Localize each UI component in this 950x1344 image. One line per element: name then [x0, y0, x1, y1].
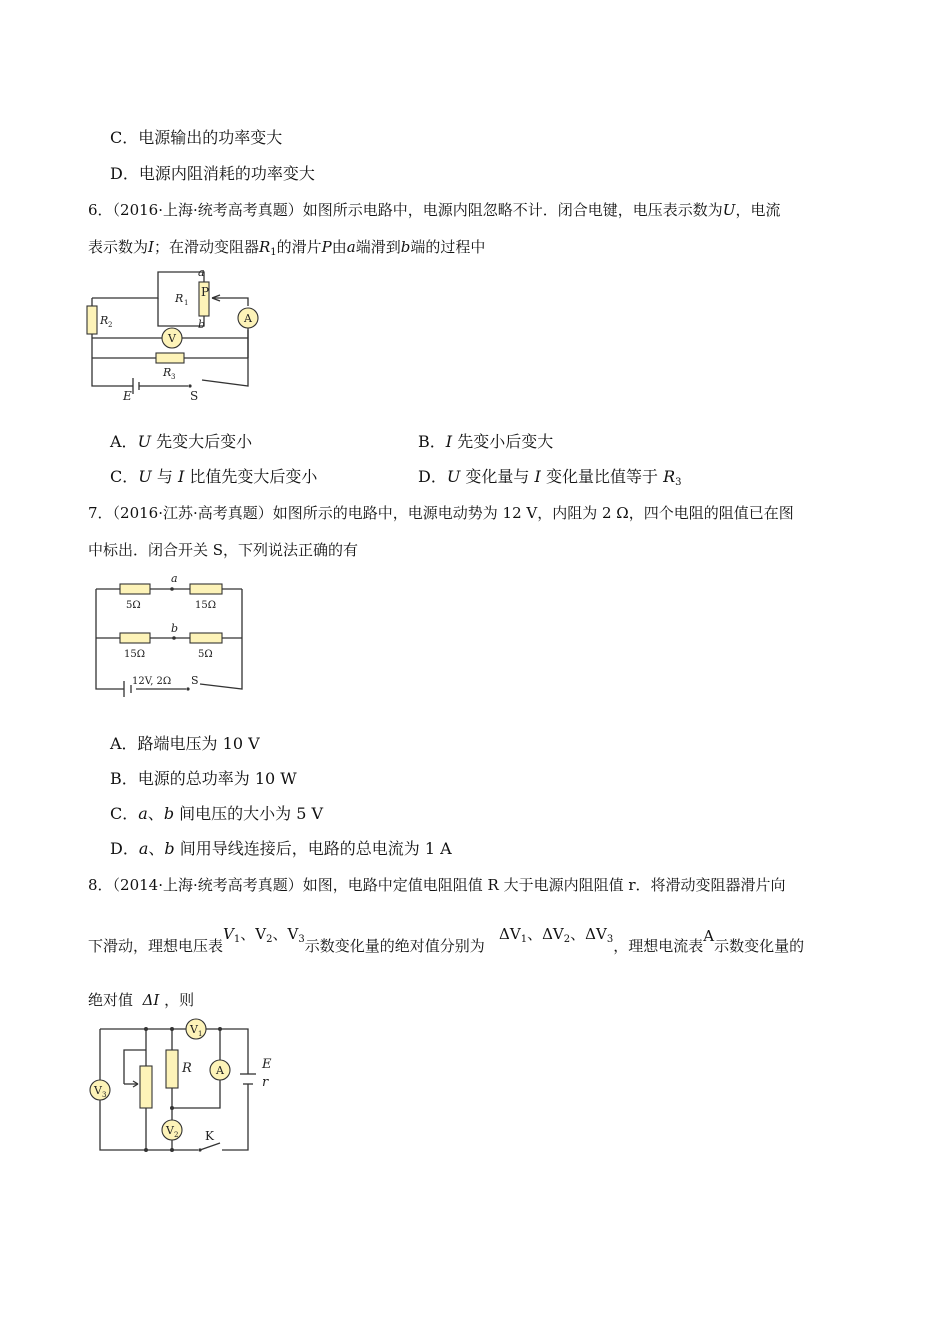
q8-a-letter: A — [703, 927, 715, 945]
q8-label-v1-sub: 1 — [198, 1030, 203, 1038]
q6-var-b: b — [400, 238, 411, 256]
q7-stem-line2: 中标出．闭合开关 S，下列说法正确的有 — [88, 541, 359, 559]
q8-dv3-sub: 3 — [606, 934, 614, 945]
q7-label-b: b — [171, 622, 179, 635]
q6-var-i: I — [148, 238, 154, 256]
q6-option-a-var: U — [137, 432, 152, 451]
q8-v1: V — [223, 925, 234, 943]
q6-stem-text: ；在滑动变阻器 — [153, 238, 259, 256]
q7-label-battery: 12V, 2Ω — [132, 676, 172, 687]
q5-option-c: C．电源输出的功率变大 — [110, 128, 283, 147]
q6-option-c-prefix: C． — [110, 467, 139, 486]
q8-dv2: ΔV — [542, 925, 564, 943]
q6-option-c-text: 与 — [156, 467, 173, 486]
q8-dv1-sub: 1 — [520, 934, 528, 945]
q8-label-v3-sub: 3 — [102, 1091, 107, 1099]
q6-var-r1: R — [258, 238, 271, 256]
q8-sep: 、 — [527, 925, 543, 943]
q6-stem-text: 如图所示电路中，电源内阻忽略不计．闭合电键，电压表示数为 — [302, 201, 723, 219]
q6-option-b-text: 先变小后变大 — [457, 432, 554, 451]
q6-label-a-meter: A — [244, 312, 252, 325]
q6-label-r1: R — [175, 292, 184, 305]
q7-option-d-sep: 、 — [148, 839, 165, 858]
q7-option-a: A．路端电压为 10 V — [110, 734, 260, 753]
q6-option-d-var: U — [446, 467, 461, 486]
q8-stem-text: ，则 — [164, 991, 195, 1009]
q6-label-v: V — [168, 332, 176, 345]
q6-source: （2016·上海·统考高考真题） — [112, 201, 303, 219]
q7-label-5-top: 5Ω — [126, 600, 141, 611]
q8-stem-text: 示数变化量的 — [714, 937, 805, 955]
q7-option-b: B．电源的总功率为 10 W — [110, 769, 297, 788]
q6-number: 6． — [88, 201, 113, 219]
q6-var-u: U — [722, 201, 736, 219]
q8-dv2-sub: 2 — [563, 934, 571, 945]
q8-v3: V — [287, 925, 299, 943]
q8-stem-text: 下滑动，理想电压表 — [88, 937, 224, 955]
q7-option-c-prefix: C． — [110, 804, 139, 823]
q8-label-e: E — [262, 1057, 272, 1072]
q8-sep: 、 — [240, 925, 256, 943]
q7-option-c-var: a — [138, 804, 148, 823]
q6-stem-text: 的滑片 — [276, 238, 322, 256]
q6-label-p: P — [201, 285, 210, 299]
q8-label-v2-sub: 2 — [174, 1131, 179, 1139]
q6-label-r2: R — [100, 314, 109, 327]
q8-label-v2: V — [166, 1124, 174, 1137]
q7-option-d-prefix: D． — [110, 839, 139, 858]
q8-label-r: R — [182, 1061, 192, 1076]
q8-label-v1: V — [190, 1023, 198, 1036]
q6-option-b-prefix: B． — [418, 432, 446, 451]
q7-label-5-bottom: 5Ω — [198, 649, 213, 660]
q6-option-c-var: U — [138, 467, 152, 486]
q8-label-r-internal: r — [262, 1075, 269, 1090]
q6-var-r1-sub: 1 — [270, 247, 277, 258]
q8-delta-i: ΔI — [142, 991, 160, 1009]
q6-option-b-var: I — [445, 432, 453, 451]
q6-stem-text: 端滑到 — [355, 238, 401, 256]
q6-label-r3: R — [163, 366, 172, 379]
q8-v2-sub: 2 — [266, 934, 273, 945]
q6-var-p: P — [321, 238, 332, 256]
q6-label-r2-sub: 2 — [108, 321, 113, 329]
q6-option-d-sub: 3 — [675, 477, 682, 488]
q6-label-r1-sub: 1 — [184, 299, 189, 307]
q6-label-s: S — [190, 389, 199, 403]
q6-option-a-text: 先变大后变小 — [156, 432, 253, 451]
q6-option-d-prefix: D． — [418, 467, 447, 486]
q8-sep: 、 — [570, 925, 586, 943]
q6-stem-text: 由 — [331, 238, 347, 256]
q7-stem-text: 如图所示的电路中，电源电动势为 12 V，内阻为 2 Ω，四个电阻的阻值已在图 — [272, 504, 794, 522]
q7-option-d-text: 间用导线连接后，电路的总电流为 1 A — [179, 839, 452, 858]
q7-label-a: a — [171, 572, 178, 585]
q5-option-d: D．电源内阻消耗的功率变大 — [110, 164, 315, 183]
q8-rheostat — [140, 1066, 152, 1108]
q8-resistor-r — [166, 1050, 178, 1088]
q7-label-15-top: 15Ω — [195, 600, 217, 611]
q8-stem-text: 绝对值 — [88, 991, 134, 1009]
q6-option-a-prefix: A． — [110, 432, 138, 451]
q6-label-a: a — [198, 266, 205, 279]
q7-option-c-sep: 、 — [147, 804, 164, 823]
q6-label-b: b — [198, 318, 206, 331]
q6-label-e: E — [123, 389, 132, 403]
q7-option-c-text: 间电压的大小为 5 V — [179, 804, 324, 823]
q8-v2: V — [255, 925, 267, 943]
q7-option-c-var: b — [163, 804, 175, 823]
q6-option-d-var: R — [663, 467, 676, 486]
q6-option-c-text: 比值先变大后变小 — [189, 467, 318, 486]
q6-stem-text: 表示数为 — [88, 238, 149, 256]
q8-stem-text: ，理想电流表 — [613, 937, 704, 955]
q7-label-15-bottom: 15Ω — [124, 649, 146, 660]
q7-label-s: S — [191, 674, 199, 687]
q6-option-d-text: 变化量比值等于 — [545, 467, 658, 486]
q6-var-a: a — [346, 238, 356, 256]
q8-sep: 、 — [272, 925, 288, 943]
q7-option-d-var: b — [164, 839, 175, 858]
q8-v1-sub: 1 — [233, 934, 241, 945]
q6-option-d-text: 变化量与 — [465, 467, 530, 486]
q6-stem-text: 端的过程中 — [410, 238, 486, 256]
q8-dv1: ΔV — [499, 925, 521, 943]
q8-source: （2014·上海·统考高考真题） — [112, 876, 303, 894]
q8-label-a: A — [216, 1064, 224, 1077]
q8-stem-text: 示数变化量的绝对值分别为 — [304, 937, 485, 955]
q8-label-k: K — [205, 1129, 214, 1143]
q7-option-d-var: a — [138, 839, 149, 858]
q6-stem-text: ，电流 — [735, 201, 781, 219]
q8-number: 8． — [88, 876, 113, 894]
q6-label-r3-sub: 3 — [171, 373, 176, 381]
q8-dv3: ΔV — [585, 925, 607, 943]
q8-v3-sub: 3 — [298, 934, 305, 945]
q8-label-v3: V — [94, 1084, 102, 1097]
q6-option-c-var: I — [177, 467, 185, 486]
q6-option-d-var: I — [534, 467, 541, 486]
q7-number: 7． — [88, 504, 113, 522]
q8-stem-text: 如图，电路中定值电阻阻值 R 大于电源内阻阻值 r．将滑动变阻器滑片向 — [302, 876, 786, 894]
q7-source: （2016·江苏·高考真题） — [112, 504, 273, 522]
